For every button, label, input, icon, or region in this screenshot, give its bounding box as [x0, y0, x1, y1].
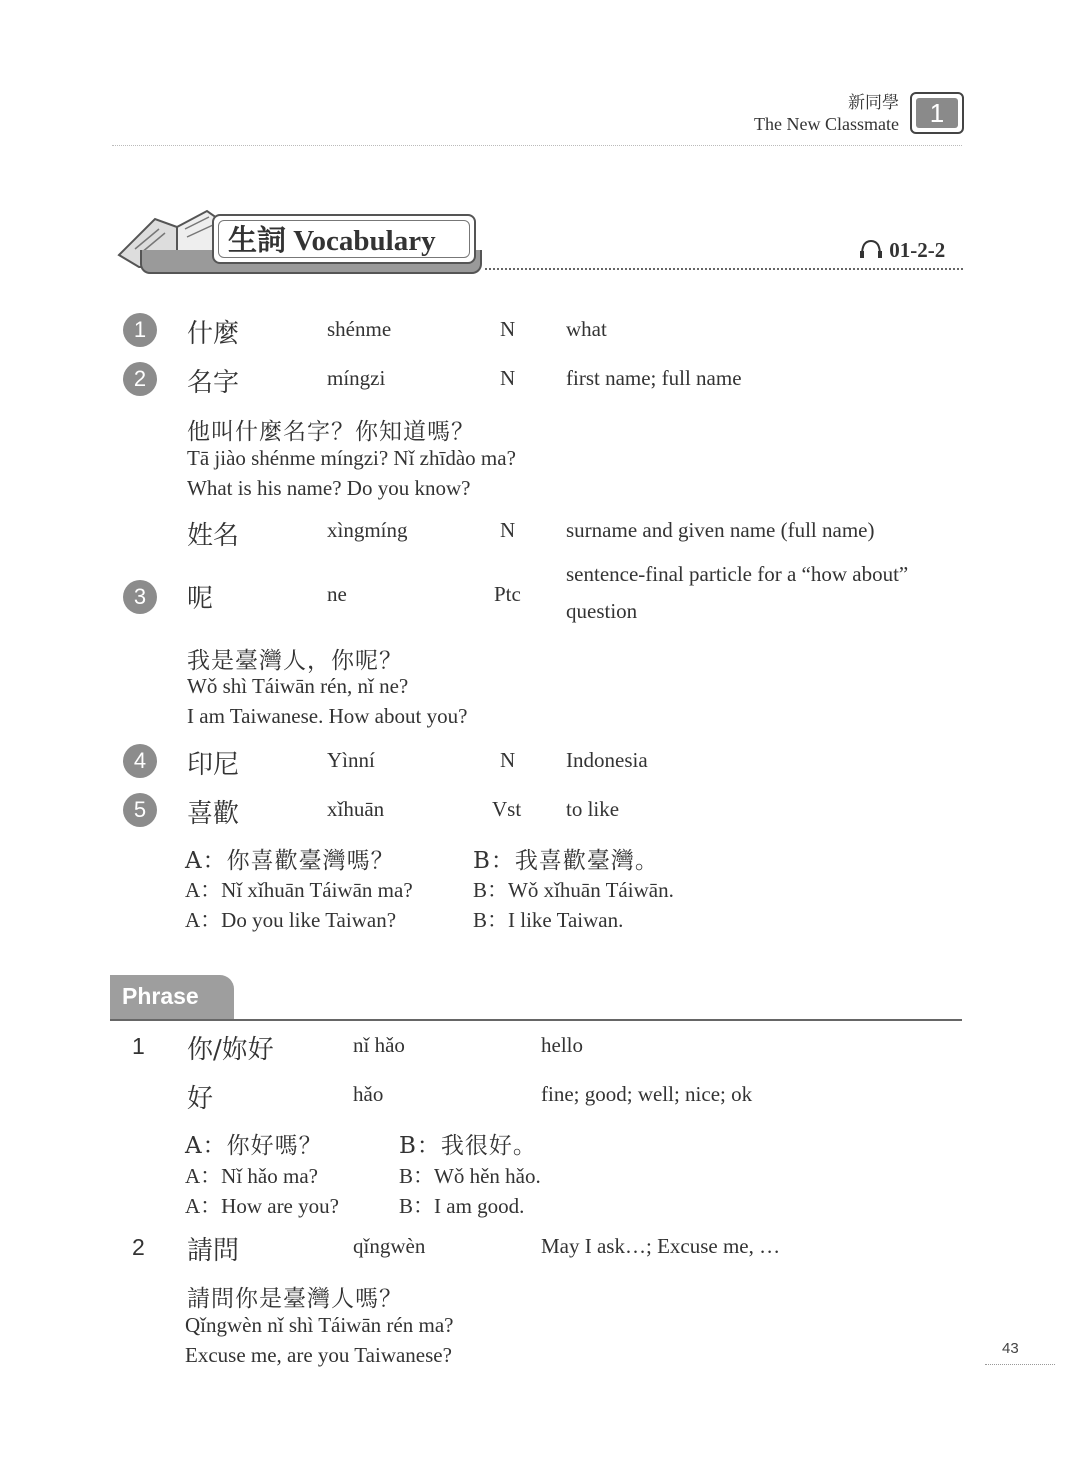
vocab-meaning: to like	[566, 797, 620, 821]
phrase-pinyin: qǐngwèn	[353, 1234, 426, 1258]
dialog-b-hanzi: B：我很好。	[399, 1133, 537, 1159]
dialog-b-pinyin: B：Wǒ xǐhuān Táiwān.	[473, 878, 674, 902]
vocab-title: 生詞 Vocabulary	[228, 225, 436, 257]
dialog-a-hanzi: A：你喜歡臺灣嗎？	[185, 848, 395, 874]
vocab-pinyin: ne	[327, 582, 347, 606]
vocab-hanzi: 印尼	[187, 750, 240, 780]
phrase-hanzi: 請問	[187, 1236, 240, 1266]
example-hanzi: 我是臺灣人，你呢？	[187, 648, 403, 674]
vocab-meaning: first name; full name	[566, 366, 742, 390]
phrase-title: Phrase	[122, 983, 199, 1009]
vocab-pos: N	[500, 748, 516, 772]
vocab-pos: Ptc	[494, 582, 521, 606]
dialog-a-pinyin: A：Nǐ xǐhuān Táiwān ma?	[185, 878, 413, 902]
vocab-meaning: what	[566, 317, 607, 341]
vocab-pos: N	[500, 317, 516, 341]
vocab-pos: Vst	[492, 797, 522, 821]
example-pinyin: Qǐngwèn nǐ shì Táiwān rén ma?	[185, 1313, 454, 1337]
vocab-meaning-line2: question	[566, 599, 638, 623]
page-number-rule	[985, 1364, 1055, 1365]
dialog-b-translation: B：I like Taiwan.	[473, 908, 624, 932]
phrase-pinyin: nǐ hǎo	[353, 1033, 405, 1057]
vocab-number: 3	[123, 580, 157, 614]
example-translation: Excuse me, are you Taiwanese?	[185, 1343, 452, 1367]
dialog-b-hanzi: B：我喜歡臺灣。	[473, 848, 659, 874]
phrase-meaning: hello	[541, 1033, 583, 1057]
dialog-b-translation: B：I am good.	[399, 1194, 525, 1218]
vocab-hanzi: 什麼	[187, 319, 240, 349]
phrase-hanzi: 你/妳好	[187, 1035, 274, 1065]
audio-track	[858, 238, 945, 263]
vocab-pinyin: xìngmíng	[327, 518, 408, 542]
chapter-title-en: The New Classmate	[754, 114, 899, 134]
chapter-badge	[910, 92, 964, 134]
audio-track-number: 01-2-2	[889, 238, 946, 262]
example-translation: I am Taiwanese. How about you?	[187, 704, 468, 728]
phrase-pinyin: hǎo	[353, 1082, 384, 1106]
vocab-pinyin: shénme	[327, 317, 392, 341]
vocab-pinyin: Yìnní	[327, 748, 375, 772]
vocab-meaning: surname and given name (full name)	[566, 518, 875, 542]
vocab-number: 1	[123, 313, 157, 347]
headphones-icon	[858, 239, 884, 259]
chapter-number: 1	[916, 98, 958, 128]
vocab-hanzi: 名字	[187, 368, 240, 398]
page-number: 43	[1002, 1340, 1019, 1357]
chapter-title-cn: 新同學	[848, 93, 899, 113]
header-divider	[112, 145, 962, 146]
phrase-meaning: fine; good; well; nice; ok	[541, 1082, 753, 1106]
vocab-number: 4	[123, 744, 157, 778]
phrase-meaning: May I ask…; Excuse me, …	[541, 1234, 781, 1258]
example-hanzi: 他叫什麼名字？你知道嗎？	[187, 419, 475, 445]
dialog-b-pinyin: B：Wǒ hěn hǎo.	[399, 1164, 541, 1188]
vocab-number: 5	[123, 793, 157, 827]
vocab-number: 2	[123, 362, 157, 396]
vocab-pinyin: xǐhuān	[327, 797, 385, 821]
phrase-hanzi: 好	[187, 1084, 214, 1114]
dialog-a-hanzi: A：你好嗎？	[185, 1133, 323, 1159]
example-pinyin: Tā jiào shénme míngzi? Nǐ zhīdào ma?	[187, 446, 516, 470]
phrase-divider	[110, 1019, 962, 1021]
vocab-meaning-line1: sentence-final particle for a “how about”	[566, 562, 909, 586]
dialog-a-translation: A：Do you like Taiwan?	[185, 908, 397, 932]
vocab-dotted-rule	[485, 268, 963, 270]
vocab-pos: N	[500, 366, 516, 390]
vocab-meaning: Indonesia	[566, 748, 648, 772]
dialog-a-pinyin: A：Nǐ hǎo ma?	[185, 1164, 318, 1188]
vocab-pinyin: míngzi	[327, 366, 386, 390]
vocab-hanzi: 喜歡	[187, 799, 240, 829]
example-hanzi: 請問你是臺灣人嗎？	[187, 1286, 403, 1312]
phrase-number: 2	[132, 1234, 145, 1260]
vocab-hanzi: 姓名	[187, 521, 240, 551]
example-translation: What is his name? Do you know?	[187, 476, 471, 500]
example-pinyin: Wǒ shì Táiwān rén, nǐ ne?	[187, 674, 409, 698]
dialog-a-translation: A：How are you?	[185, 1194, 339, 1218]
phrase-number: 1	[132, 1033, 145, 1059]
vocab-pos: N	[500, 518, 516, 542]
vocab-hanzi: 呢	[187, 584, 214, 614]
